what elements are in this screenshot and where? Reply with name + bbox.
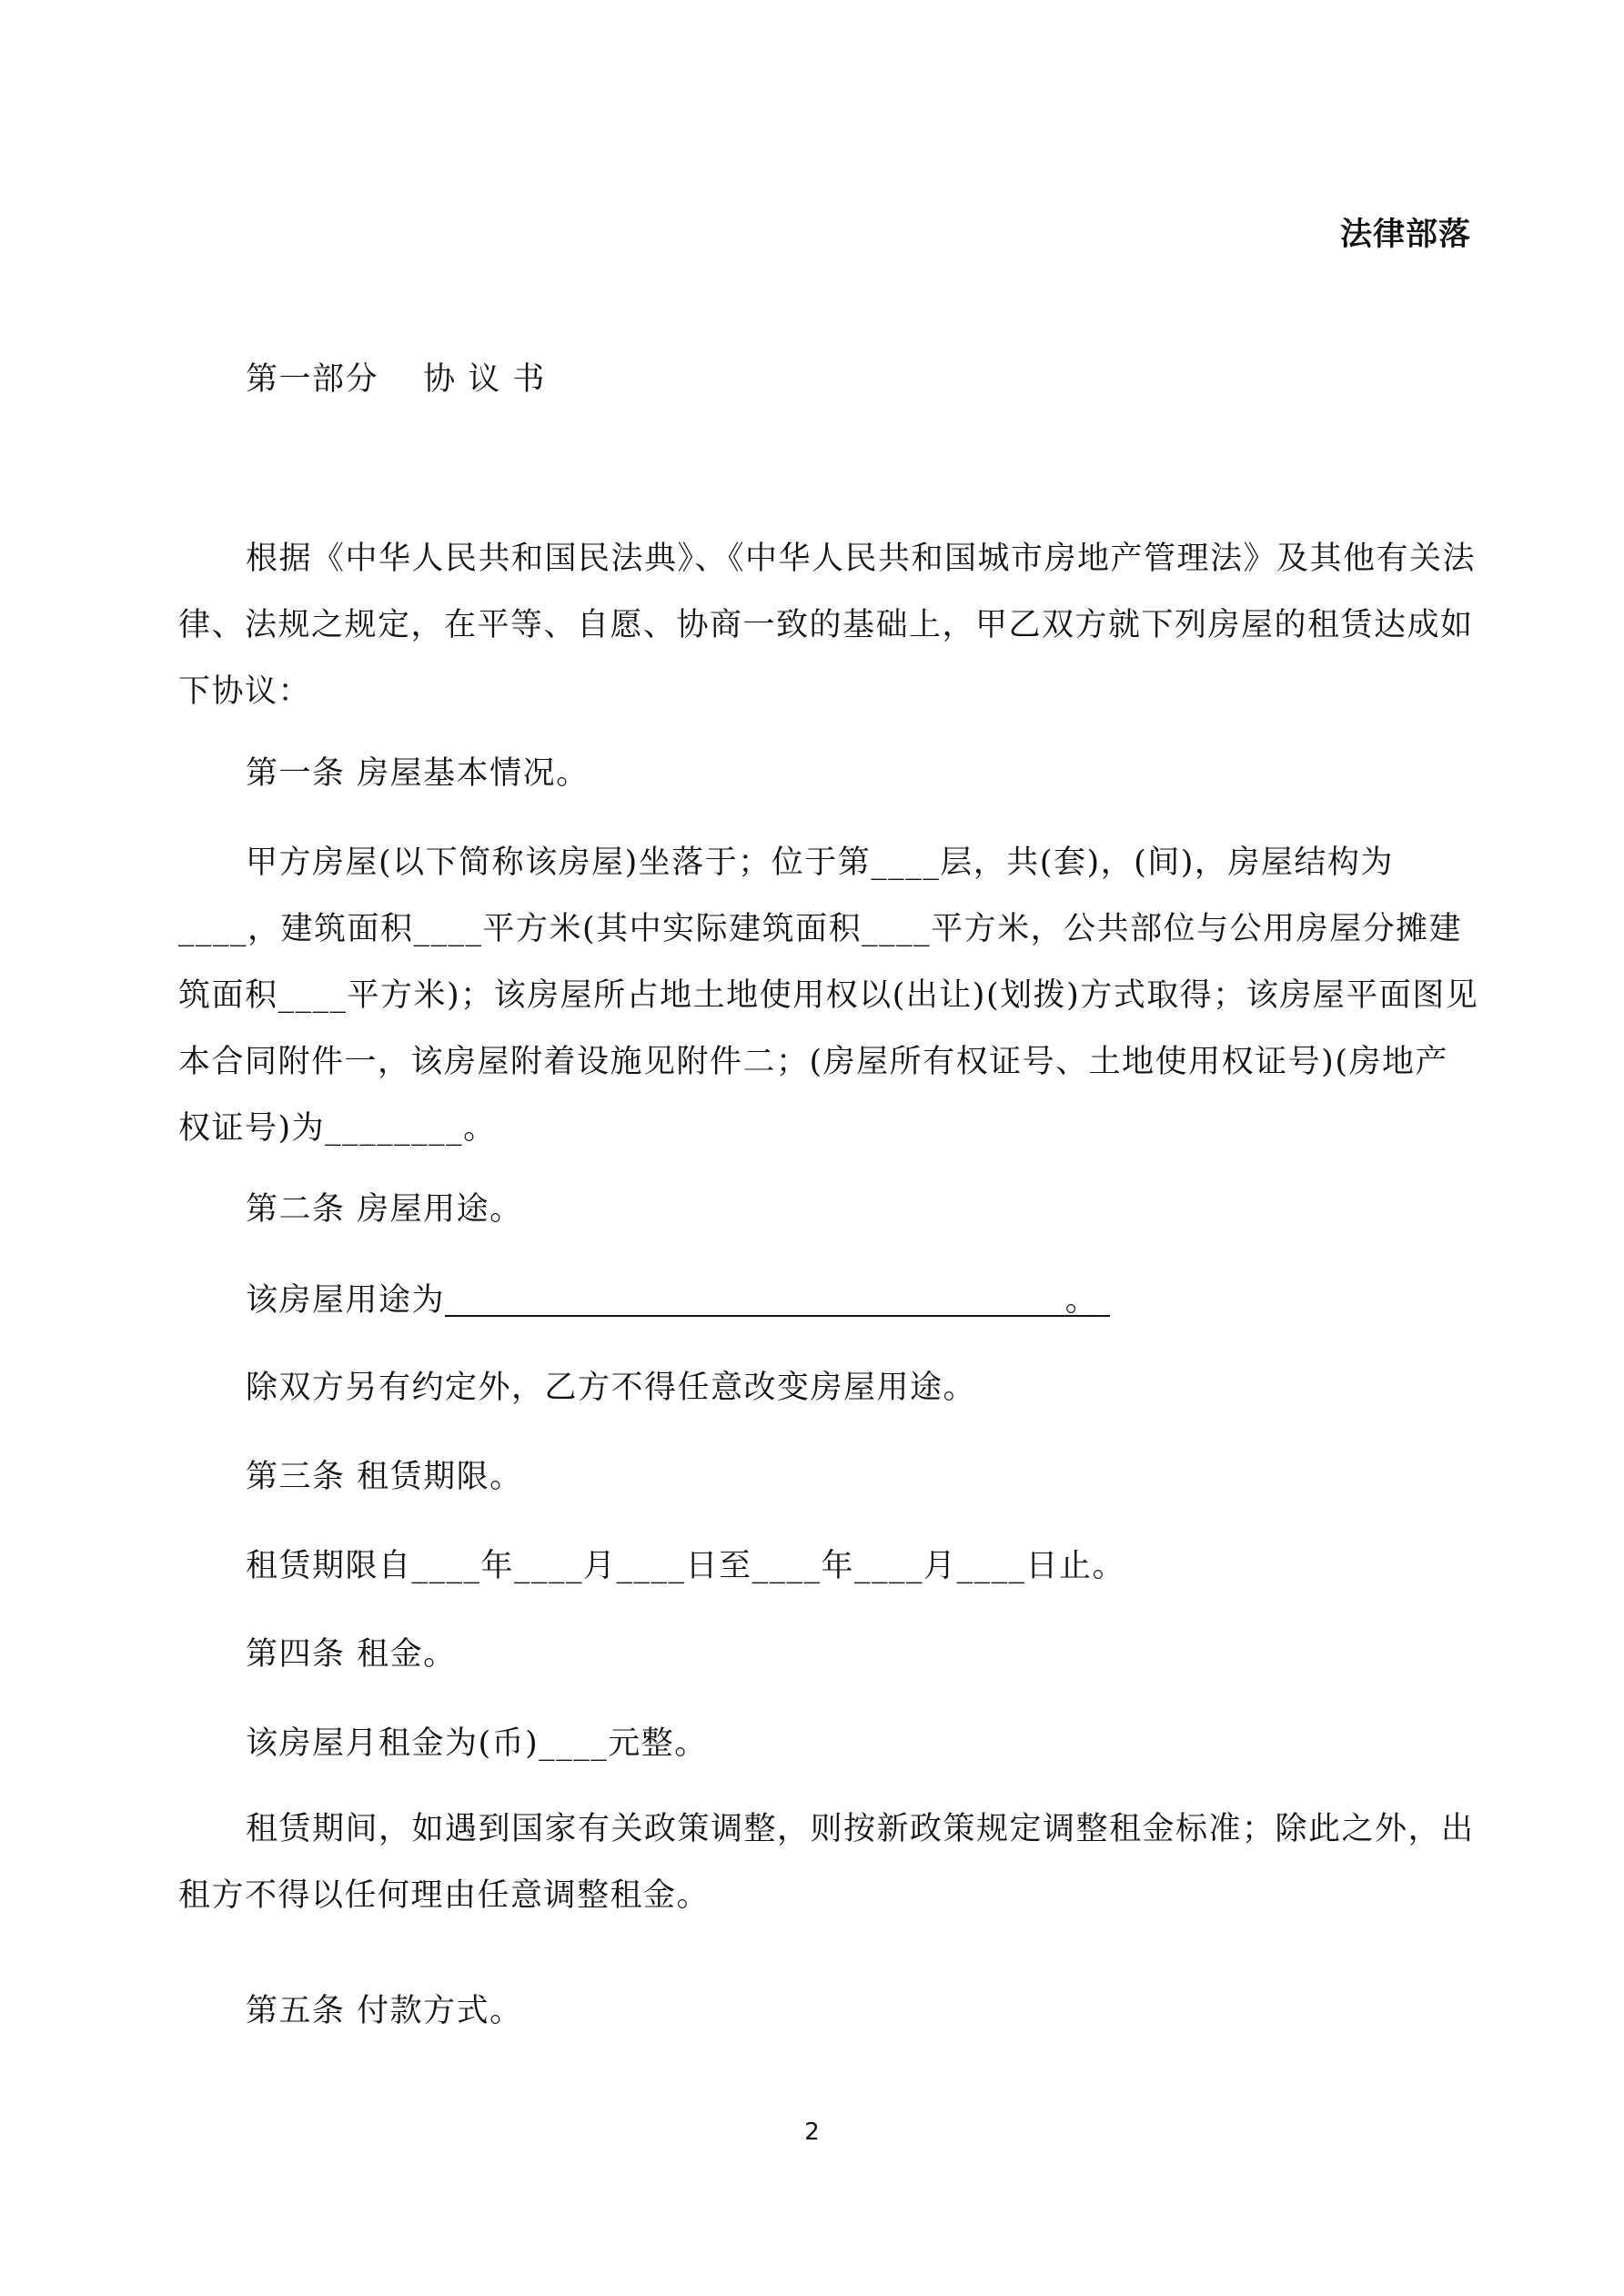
article-4-title: 第四条 租金。 bbox=[246, 1636, 457, 1673]
article-4-adjustment: 租赁期间，如遇到国家有关政策调整，则按新政策规定调整租金标准；除此之外，出租方不得以任何理由任意调整租金。 bbox=[178, 1811, 1475, 1914]
article-5-title: 第五条 付款方式。 bbox=[246, 1993, 523, 2029]
article-2-usage-line bbox=[246, 1278, 1110, 1323]
preamble-paragraph: 根据《中华人民共和国民法典》、《中华人民共和国城市房地产管理法》及其他有关法律、法规之规定，在平等、自愿、协商一致的基础上，甲乙双方就下列房屋的租赁达成如下协议： bbox=[178, 541, 1477, 710]
article-1-body: 甲方房屋(以下简称该房屋)坐落于；位于第____层，共(套)，(间)，房屋结构为____，建筑面积____平方米(其中实际建筑面积____平方米，公共部位与公用房屋分摊建筑面积____平方米)；该房屋所占地土地使用权以(出让)(划拨)方式取得；该房屋平面图见本合同附件一，该房屋附着设施见附件二；(房屋所有权证号、土地使用权证号)(房地产权证号)为________。 bbox=[178, 845, 1479, 1147]
article-2-usage-suffix: 。 bbox=[1064, 1282, 1099, 1319]
usage-blank-field bbox=[445, 1282, 1065, 1319]
article-2-restriction: 除双方另有约定外，乙方不得任意改变房屋用途。 bbox=[246, 1370, 977, 1406]
part-title: 第一部分 协 议 书 bbox=[246, 361, 546, 398]
article-4-rent: 该房屋月租金为(币)____元整。 bbox=[246, 1725, 708, 1762]
page-number: 2 bbox=[804, 2119, 820, 2146]
article-1-title: 第一条 房屋基本情况。 bbox=[246, 755, 590, 792]
article-2-title: 第二条 房屋用途。 bbox=[246, 1191, 523, 1228]
article-3-body: 租赁期限自____年____月____日至____年____月____日止。 bbox=[246, 1548, 1126, 1584]
header-brand-label: 法律部落 bbox=[1339, 217, 1471, 253]
article-3-title: 第三条 租赁期限。 bbox=[246, 1459, 523, 1495]
article-2-usage-prefix: 该房屋用途为 bbox=[246, 1282, 446, 1319]
